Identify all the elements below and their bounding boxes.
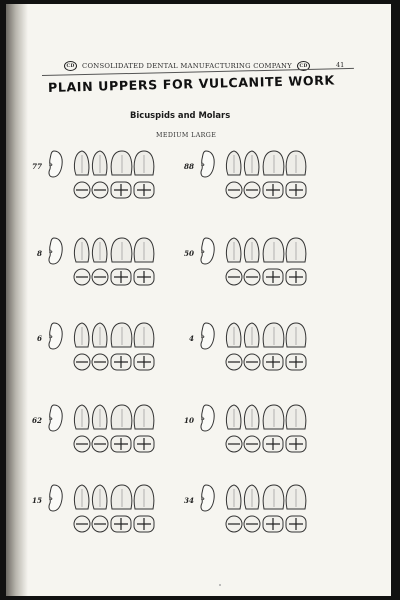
labial-teeth-icon — [224, 481, 308, 511]
mould-set — [16, 234, 156, 292]
mould-set — [178, 319, 318, 377]
svg-text:b: b — [49, 162, 53, 168]
tooth-profile-icon — [46, 236, 68, 266]
mould-set — [178, 481, 318, 539]
company-name: CONSOLIDATED DENTAL MANUFACTURING COMPANY — [82, 62, 292, 70]
page-subtitle: Bicuspids and Molars — [130, 110, 231, 120]
mould-number: 4 — [188, 334, 194, 343]
occlusal-teeth-icon — [224, 514, 308, 534]
mould-number: 88 — [183, 162, 194, 171]
tooth-profile-icon — [198, 236, 220, 266]
mould-number: 6 — [36, 334, 42, 343]
occlusal-teeth-icon — [224, 180, 308, 200]
mould-set — [16, 401, 156, 459]
mould-number: 8 — [36, 249, 42, 258]
occlusal-teeth-icon — [72, 180, 156, 200]
svg-text:b: b — [201, 334, 205, 340]
occlusal-teeth-icon — [224, 434, 308, 454]
tooth-profile-icon — [46, 483, 68, 513]
labial-teeth-icon — [72, 401, 156, 431]
mould-set — [178, 147, 318, 205]
size-label: MEDIUM LARGE — [156, 132, 217, 139]
mould-set — [16, 147, 156, 205]
occlusal-teeth-icon — [224, 352, 308, 372]
catalog-page — [6, 4, 391, 596]
svg-text:b: b — [49, 496, 53, 502]
mould-set — [178, 401, 318, 459]
svg-text:b: b — [201, 496, 205, 502]
mould-set — [178, 234, 318, 292]
tooth-profile-icon — [198, 149, 220, 179]
mould-number: 77 — [31, 162, 42, 171]
page-speck — [219, 584, 221, 586]
occlusal-teeth-icon — [224, 267, 308, 287]
mould-number: 15 — [31, 496, 42, 505]
svg-text:b: b — [201, 162, 205, 168]
mould-number: 34 — [183, 496, 194, 505]
tooth-profile-icon — [198, 403, 220, 433]
labial-teeth-icon — [72, 481, 156, 511]
occlusal-teeth-icon — [72, 514, 156, 534]
company-logo-icon: CD — [64, 61, 77, 71]
mould-number: 50 — [183, 249, 194, 258]
labial-teeth-icon — [72, 234, 156, 264]
tooth-profile-icon — [46, 321, 68, 351]
labial-teeth-icon — [224, 401, 308, 431]
page-number: 41 — [336, 61, 345, 69]
company-logo-icon: CD — [297, 61, 310, 71]
mould-number: 62 — [31, 416, 42, 425]
occlusal-teeth-icon — [72, 434, 156, 454]
svg-text:b: b — [49, 416, 53, 422]
tooth-profile-icon — [198, 483, 220, 513]
svg-text:b: b — [49, 249, 53, 255]
labial-teeth-icon — [72, 319, 156, 349]
tooth-profile-icon — [198, 321, 220, 351]
labial-teeth-icon — [72, 147, 156, 177]
tooth-profile-icon — [46, 149, 68, 179]
svg-text:b: b — [201, 249, 205, 255]
labial-teeth-icon — [224, 234, 308, 264]
mould-set — [16, 319, 156, 377]
occlusal-teeth-icon — [72, 267, 156, 287]
svg-text:b: b — [49, 334, 53, 340]
mould-number: 10 — [183, 416, 194, 425]
labial-teeth-icon — [224, 147, 308, 177]
tooth-profile-icon — [46, 403, 68, 433]
labial-teeth-icon — [224, 319, 308, 349]
page-title: PLAIN UPPERS FOR VULCANITE WORK — [47, 72, 335, 95]
occlusal-teeth-icon — [72, 352, 156, 372]
mould-set — [16, 481, 156, 539]
svg-text:b: b — [201, 416, 205, 422]
